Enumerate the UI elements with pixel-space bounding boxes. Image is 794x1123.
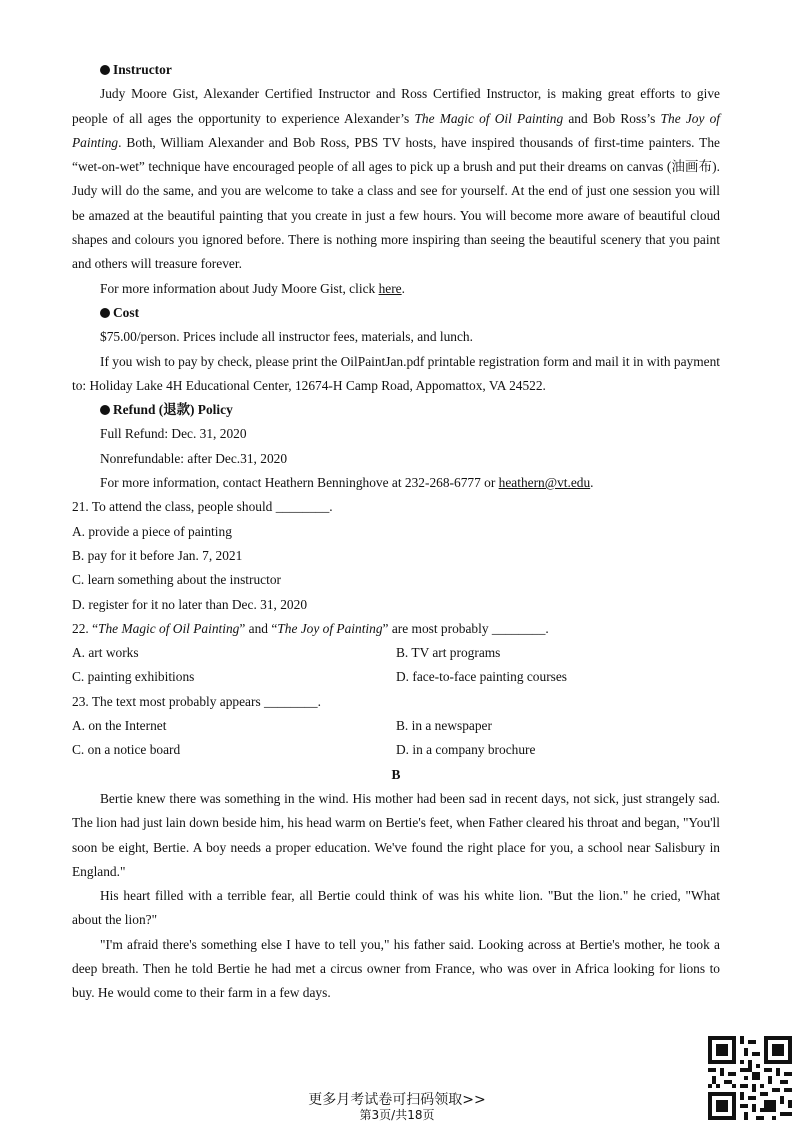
q22-stem-text-1: 22. “ <box>72 620 99 636</box>
cost-check-info: If you wish to pay by check, please print the OilPaintJan.pdf printable registration form and mail it in with payment to: Holiday Lake 4H Educational Center, 12674-H Camp Road, Appomattox, VA 24522. <box>72 353 720 393</box>
page-number: 第3页/共18页 <box>359 1108 435 1122</box>
q21-option-b: B. pay for it before Jan. 7, 2021 <box>72 547 243 563</box>
question-22-stem <box>72 617 720 641</box>
q22-option-b: B. TV art programs <box>396 645 501 661</box>
q22-options-row-1 <box>72 641 720 665</box>
q22-stem-text-3: ” are most probably ________. <box>382 620 549 636</box>
instructor-heading <box>72 58 720 82</box>
document-page <box>72 58 720 1006</box>
q21-option-c: C. learn something about the instructor <box>72 572 281 588</box>
refund-heading-text: Refund (退款) Policy <box>113 402 233 418</box>
more-info-text: For more information about Judy Moore Gist, click <box>100 280 379 296</box>
more-info-suffix: . <box>401 280 405 296</box>
q22-options-row-2 <box>72 665 720 689</box>
contact-suffix: . <box>590 475 594 491</box>
section-b-label: B <box>391 766 401 782</box>
question-21-stem: 21. To attend the class, people should ________. <box>72 499 333 515</box>
instructor-text-1: Judy Moore Gist, Alexander Certified Instructor and Ross Certified Instructor, is making great efforts to give people of all ages the opportunity to experience Alexander’s <box>72 86 720 126</box>
question-23-stem: 23. The text most probably appears ________. <box>72 693 321 709</box>
section-b-paragraph-3: "I'm afraid there's something else I have to tell you," his father said. Looking across at Bertie's mother, he took a deep breath. Then he told Bertie he had met a circus owner from France, who was over in Africa looking for lions to buy. He would come to their farm in a few days. <box>72 936 720 1001</box>
q22-option-d: D. face-to-face painting courses <box>396 669 568 685</box>
refund-full: Full Refund: Dec. 31, 2020 <box>100 426 247 442</box>
refund-nonrefundable: Nonrefundable: after Dec.31, 2020 <box>100 450 288 466</box>
bullet-icon <box>100 308 110 318</box>
bullet-icon <box>100 65 110 75</box>
contact-text: For more information, contact Heathern Benninghove at 232-268-6777 or <box>100 475 499 491</box>
q23-option-a: A. on the Internet <box>72 718 167 734</box>
q23-options-row-2 <box>72 738 720 762</box>
q23-options-row-1 <box>72 714 720 738</box>
q23-option-b: B. in a newspaper <box>396 718 492 734</box>
bullet-icon <box>100 405 110 415</box>
refund-contact <box>72 471 720 495</box>
q23-option-c: C. on a notice board <box>72 742 181 758</box>
q21-option-a: A. provide a piece of painting <box>72 523 232 539</box>
instructor-heading-text: Instructor <box>113 62 172 77</box>
email-link[interactable]: heathern@vt.edu <box>498 475 591 491</box>
q23-option-d: D. in a company brochure <box>396 742 536 758</box>
title-joy-of-painting: The Joy of Painting <box>72 110 721 150</box>
cost-heading <box>72 301 720 325</box>
q21-option-d: D. register for it no later than Dec. 31, 2020 <box>72 596 308 612</box>
refund-heading <box>72 398 720 422</box>
q22-title-2: The Joy of Painting <box>277 620 383 636</box>
q22-stem-text-2: ” and “ <box>239 620 278 636</box>
instructor-paragraph <box>72 82 720 276</box>
section-b-paragraph-1: Bertie knew there was something in the wind. His mother had been sad in recent days, not sick, just strangely sad. The lion had just lain down beside him, his head warm on Bertie's feet, when Father cleared his throat and began, "You'll soon be eight, Bertie. A boy needs a proper education. We've found the right place for you, a school near Salisbury in England." <box>72 790 720 879</box>
q22-option-c: C. painting exhibitions <box>72 669 195 685</box>
instructor-text-3: . Both, William Alexander and Bob Ross, PBS TV hosts, have inspired thousands of first-time painters. The “wet-on-wet” technique have encouraged people of all ages to pick up a brush and put their dreams on canvas (油画布). Judy will do the same, and you are welcome to take a class and see for yourself. At the end of just one session you will be amazed at the beautiful painting that you create in just a few hours. You will become more aware of beautiful cloud shapes and colours you ignored before. There is nothing more inspiring than seeing the beautiful scenery that you paint and others will treasure forever. <box>72 134 720 272</box>
cost-price: $75.00/person. Prices include all instructor fees, materials, and lunch. <box>100 329 473 345</box>
q22-option-a: A. art works <box>72 645 139 661</box>
here-link[interactable]: here <box>378 280 402 296</box>
q22-title-1: The Magic of Oil Painting <box>98 620 240 636</box>
footer-promo: 更多月考试卷可扫码领取>> <box>308 1092 486 1108</box>
instructor-more-info <box>72 277 720 301</box>
title-magic-of-oil-painting: The Magic of Oil Painting <box>414 110 564 126</box>
section-b-paragraph-2: His heart filled with a terrible fear, all Bertie could think of was his white lion. "But the lion." he cried, "What about the lion?" <box>72 888 720 928</box>
instructor-text-2: and Bob Ross’s <box>563 110 661 126</box>
cost-heading-text: Cost <box>113 304 140 320</box>
